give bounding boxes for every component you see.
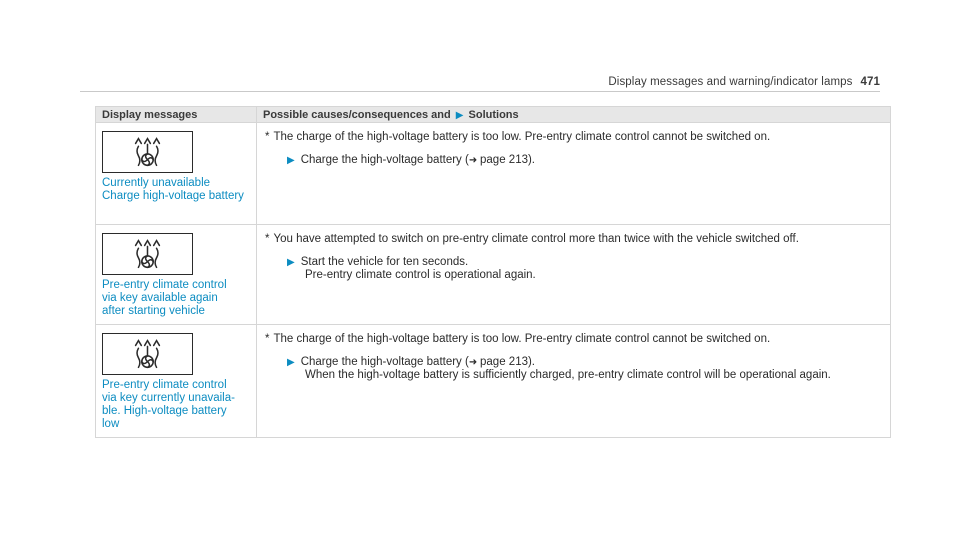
message-cell xyxy=(96,225,257,325)
cause-solution-cell xyxy=(257,325,891,438)
table-row xyxy=(96,123,891,225)
cause-text: * You have attempted to switch on pre-entry climate control more than twice with the vehicle switched off. xyxy=(265,233,799,245)
step-arrow-icon: ▶ xyxy=(287,155,295,166)
message-line: via key currently unavaila- xyxy=(102,392,235,404)
cause-solution-cell xyxy=(257,225,891,325)
step-arrow-icon: ▶ xyxy=(287,257,295,268)
col-header-display-messages: Display messages xyxy=(96,107,257,123)
message-line: after starting vehicle xyxy=(102,305,205,317)
message-line: Pre-entry climate control xyxy=(102,379,227,391)
message-line: ble. High-voltage battery xyxy=(102,405,227,417)
message-line: low xyxy=(102,418,120,430)
table-header-row xyxy=(96,107,891,123)
cause-text: * The charge of the high-voltage battery is too low. Pre-entry climate control cannot be switched on. xyxy=(265,131,771,143)
solution-step: ▶ Charge the high-voltage battery (➜ page 213). xyxy=(287,154,536,166)
solution-result-text: Pre-entry climate control is operational again. xyxy=(305,269,536,281)
solution-result-text: When the high-voltage battery is sufficiently charged, pre-entry climate control will be operational again. xyxy=(305,369,831,381)
page-number: 471 xyxy=(860,76,880,88)
step-arrow-icon: ▶ xyxy=(287,357,295,368)
solution-step: ▶ Charge the high-voltage battery (➜ page 213). When the high-voltage battery is sufficiently charged, pre-entry climate control will be operational again. xyxy=(287,356,884,382)
message-cell xyxy=(96,123,257,225)
solution-arrow-icon: ▶ xyxy=(455,109,464,121)
message-line: Currently unavailable xyxy=(102,177,211,189)
climate-fan-icon xyxy=(102,333,193,375)
message-line: Charge high-voltage battery xyxy=(102,190,244,202)
page-ref-arrow-icon: ➜ xyxy=(468,357,481,368)
solution-step: ▶ Start the vehicle for ten seconds. Pre-entry climate control is operational again. xyxy=(287,256,884,282)
display-message-text xyxy=(102,279,250,318)
section-title: Display messages and warning/indicator lamps xyxy=(608,76,853,88)
page-reference-link[interactable]: page 213). xyxy=(480,154,536,166)
header-divider xyxy=(80,91,880,92)
display-message-text xyxy=(102,379,250,431)
message-cell xyxy=(96,325,257,438)
page-header xyxy=(608,76,880,88)
display-message-text xyxy=(102,177,250,203)
page-reference-link[interactable]: page 213). xyxy=(480,356,536,368)
cause-text: * The charge of the high-voltage battery is too low. Pre-entry climate control cannot be switched on. xyxy=(265,333,771,345)
col-header-prefix: Possible causes/consequences and xyxy=(263,108,451,121)
message-line: Pre-entry climate control xyxy=(102,279,227,291)
climate-fan-icon xyxy=(102,233,193,275)
display-messages-table xyxy=(95,106,891,438)
col-header-suffix: Solutions xyxy=(468,108,519,121)
col-header-causes-solutions xyxy=(257,107,891,123)
table-row xyxy=(96,325,891,438)
message-line: via key available again xyxy=(102,292,218,304)
page-ref-arrow-icon: ➜ xyxy=(468,155,481,166)
climate-fan-icon xyxy=(102,131,193,173)
cause-solution-cell xyxy=(257,123,891,225)
table-row xyxy=(96,225,891,325)
